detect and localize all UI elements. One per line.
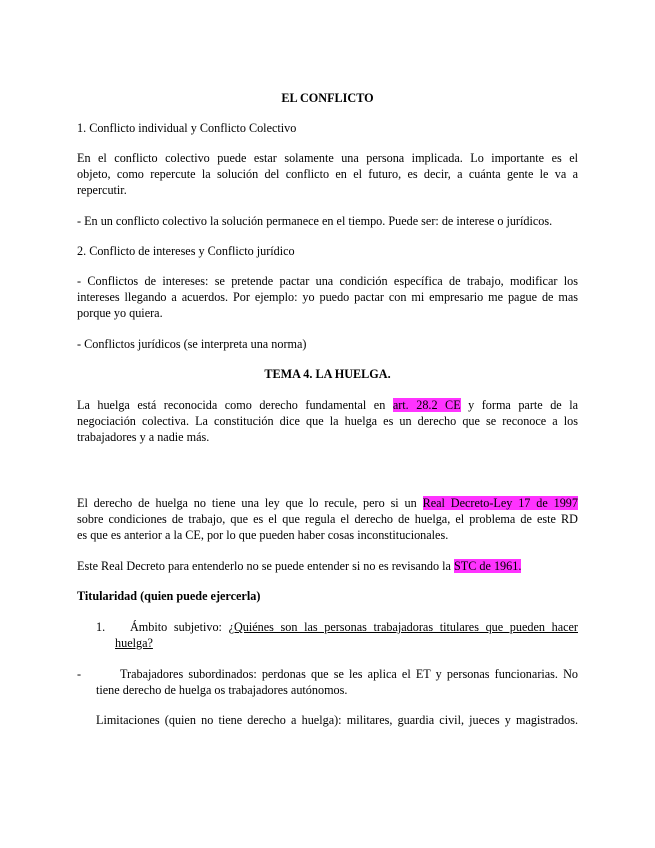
paragraph-line: - Conflictos de intereses: se pretende pactar una condición específica de trabajo, modificar los [77, 274, 578, 288]
text-span: La huelga está reconocida como derecho fundamental en [77, 398, 393, 412]
document-title: EL CONFLICTO [281, 91, 374, 105]
titularidad-heading: Titularidad (quien puede ejercerla) [77, 589, 261, 603]
paragraph-line [77, 558, 578, 574]
text-span: y forma parte de la [460, 398, 578, 412]
paragraph-line: sobre condiciones de trabajo, que es el que regula el derecho de huelga, el problema de este RD [77, 512, 578, 526]
bullet-text: Trabajadores subordinados: perdonas que se les aplica el ET y personas funcionarias. No [120, 667, 578, 681]
paragraph-line: objeto, como repercute la solución del conflicto en el futuro, es decir, a cuánta gente le va a [77, 167, 578, 181]
paragraph-line: negociación colectiva. La constitución dice que la huelga es un derecho que se reconoce a los [77, 414, 578, 428]
paragraph-line: - Conflictos jurídicos (se interpreta una norma) [77, 337, 307, 351]
paragraph-line: porque yo quiera. [77, 306, 163, 320]
paragraph-line [77, 397, 578, 413]
paragraph-line: trabajadores y a nadie más. [77, 430, 210, 444]
limitaciones-text: Limitaciones (quien no tiene derecho a huelga): militares, guardia civil, jueces y magistrados. [96, 713, 578, 727]
underlined-question: ¿Quiénes son las personas trabajadoras titulares que pueden hacer [228, 620, 578, 634]
paragraph-line: En el conflicto colectivo puede estar solamente una persona implicada. Lo importante es el [77, 151, 578, 165]
text-span: Ámbito subjetivo: [130, 620, 229, 634]
paragraph-line: es que es anterior a la CE, por lo que pueden haber cosas inconstitucionales. [77, 528, 449, 542]
highlighted-reference: STC de 1961. [454, 559, 522, 573]
tema4-heading: TEMA 4. LA HUELGA. [264, 367, 391, 381]
underlined-question: huelga? [115, 636, 153, 650]
section-1-heading: 1. Conflicto individual y Conflicto Colectivo [77, 121, 297, 135]
highlighted-reference: Real Decreto-Ley 17 de 1997 [422, 496, 578, 510]
bullet-mark: - [77, 667, 82, 681]
paragraph-line: intereses llegando a acuerdos. Por ejemplo: yo puedo pactar con mi empresario me pague de mas [77, 290, 578, 304]
paragraph-line: - En un conflicto colectivo la solución permanece en el tiempo. Puede ser: de interese o jurídicos. [77, 214, 553, 228]
highlighted-reference: art. 28.2 CE [392, 398, 461, 412]
paragraph-line: repercutir. [77, 183, 127, 197]
paragraph-line [77, 495, 578, 511]
bullet-text: tiene derecho de huelga os trabajadores autónomos. [96, 683, 348, 697]
section-2-heading: 2. Conflicto de intereses y Conflicto jurídico [77, 244, 295, 258]
text-span: El derecho de huelga no tiene una ley que lo recule, pero si un [77, 496, 423, 510]
text-span: Este Real Decreto para entenderlo no se puede entender si no es revisando la [77, 559, 454, 573]
list-item-text [130, 619, 578, 635]
list-number: 1. [96, 620, 106, 634]
